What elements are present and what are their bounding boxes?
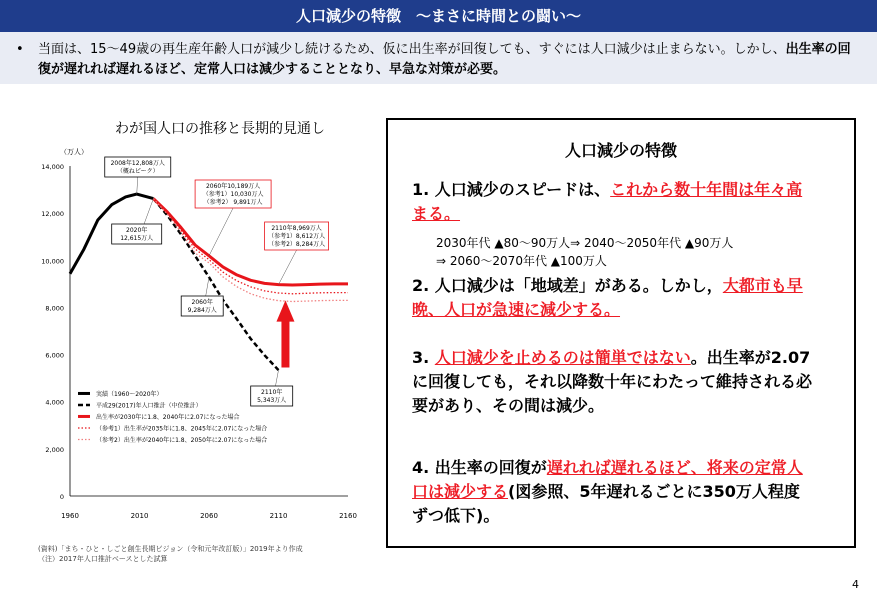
y-tick-label: 0 [59, 493, 64, 501]
note-line: （注）2017年人口推計ベースとした試算 [38, 555, 168, 563]
source-line: (資料)「まち・ひと・しごと創生長期ビジョン（令和元年改訂版）」2019年より作成 [38, 545, 303, 553]
intro-bullet: • [16, 42, 24, 57]
point-4-tail: (図参照、5年遅れるごとに350万人程度ずつ低下)。 [412, 482, 800, 525]
x-tick-label: 2060 [200, 512, 218, 520]
chart-title: わが国人口の推移と長期的見通し [115, 121, 325, 137]
improvement-arrow [276, 300, 294, 367]
point-3-num: 3. [412, 348, 435, 367]
annotation-text: 2110年8,969万人 [271, 225, 322, 232]
point-1-detail [436, 234, 836, 270]
annotation-text: 2020年 [126, 227, 148, 234]
point-3-text: 。出生率が2.07に回復しても，それ以降数十年にわたって維持される必要があり、その間は減少。 [412, 348, 813, 415]
y-tick-label: 12,000 [41, 210, 64, 219]
page-title: 人口減少の特徴 〜まさに時間との闘い〜 [295, 7, 581, 25]
point-2 [412, 274, 812, 322]
annotation-text: （参考2）8,284万人 [268, 241, 326, 248]
annotation-text: 12,615万人 [120, 235, 154, 242]
legend-label: 出生率が2030年に1.8、2040年に2.07になった場合 [96, 413, 240, 421]
annotation-text: 2060年10,189万人 [205, 183, 261, 190]
legend-label: （参考1）出生率が2035年に1.8、2045年に2.07になった場合 [96, 425, 268, 433]
legend-label: 実績（1960〜2020年） [96, 390, 163, 398]
y-tick-label: 4,000 [45, 398, 64, 407]
annotation-text: （参考1）10,030万人 [202, 191, 264, 198]
population-chart [30, 140, 360, 535]
y-tick-label: 2,000 [45, 445, 64, 454]
y-axis-unit: （万人） [60, 148, 88, 156]
annotation-text: 5,343万人 [257, 397, 287, 404]
features-title: 人口減少の特徴 [564, 141, 677, 160]
intro-text: 当面は、15〜49歳の再生産年齢人口が減少し続けるため、仮に出生率が回復しても、すぐには人口減少は止まらない。しかし、 [38, 42, 786, 57]
annotation-text: 9,284万人 [187, 307, 217, 314]
annotation-leader [137, 177, 138, 194]
point-2-highlight: 大都市も早晩、人口が急速に減少する。 [412, 276, 803, 319]
y-tick-label: 10,000 [41, 257, 64, 266]
intro-panel [0, 32, 877, 84]
y-tick-label: 6,000 [45, 351, 64, 360]
legend-label: 平成29(2017)年人口推計（中位推計） [96, 402, 202, 410]
annotation-text: 2110年 [261, 389, 283, 396]
x-tick-label: 2160 [339, 512, 357, 520]
point-1-text: 1. 人口減少のスピードは、 [412, 180, 611, 199]
x-tick-label: 1960 [61, 512, 79, 520]
point-3-highlight: 人口減少を止めるのは簡単ではない [434, 348, 691, 367]
point-4-highlight: 遅れれば遅れるほど、将来の定常人口は減少する [412, 458, 803, 501]
y-tick-label: 8,000 [45, 304, 64, 313]
source-note [38, 544, 303, 564]
point-1-detail-line1: 2030年代 ▲80〜90万人⇒ 2040〜2050年代 ▲90万人 [436, 236, 734, 250]
annotation-text: （概ねピーク） [116, 168, 159, 175]
point-3 [412, 346, 812, 418]
point-2-text: 2. 人口減少は「地域差」がある。しかし， [412, 276, 723, 295]
point-1 [412, 178, 812, 226]
y-tick-label: 14,000 [41, 163, 64, 171]
legend-label: （参考2）出生率が2040年に1.8、2050年に2.07になった場合 [96, 436, 268, 444]
annotation-text: 2060年 [191, 299, 213, 306]
page-number: 4 [852, 578, 859, 591]
annotation-leader [279, 250, 297, 285]
annotation-text: （参考2） 9,891万人 [203, 199, 263, 206]
annotation-text: （参考1）8,612万人 [268, 233, 326, 240]
intro-emphasis: 出生率の回復が遅れれば遅れるほど、定常人口は減少することとなり、早急な対策が必要。 [38, 42, 851, 77]
annotation-text: 2008年12,808万人 [110, 160, 165, 167]
features-box [386, 118, 856, 548]
x-tick-label: 2110 [269, 512, 288, 520]
page-header [0, 0, 877, 32]
point-1-highlight: これから数十年間は年々高まる。 [412, 180, 803, 223]
x-tick-label: 2010 [130, 512, 149, 520]
point-4 [412, 456, 812, 528]
annotation-leader [209, 208, 233, 256]
point-1-detail-line2: ⇒ 2060〜2070年代 ▲100万人 [436, 254, 607, 268]
series-line-1 [153, 199, 278, 371]
point-4-text: 4. 出生率の回復が [412, 458, 547, 477]
